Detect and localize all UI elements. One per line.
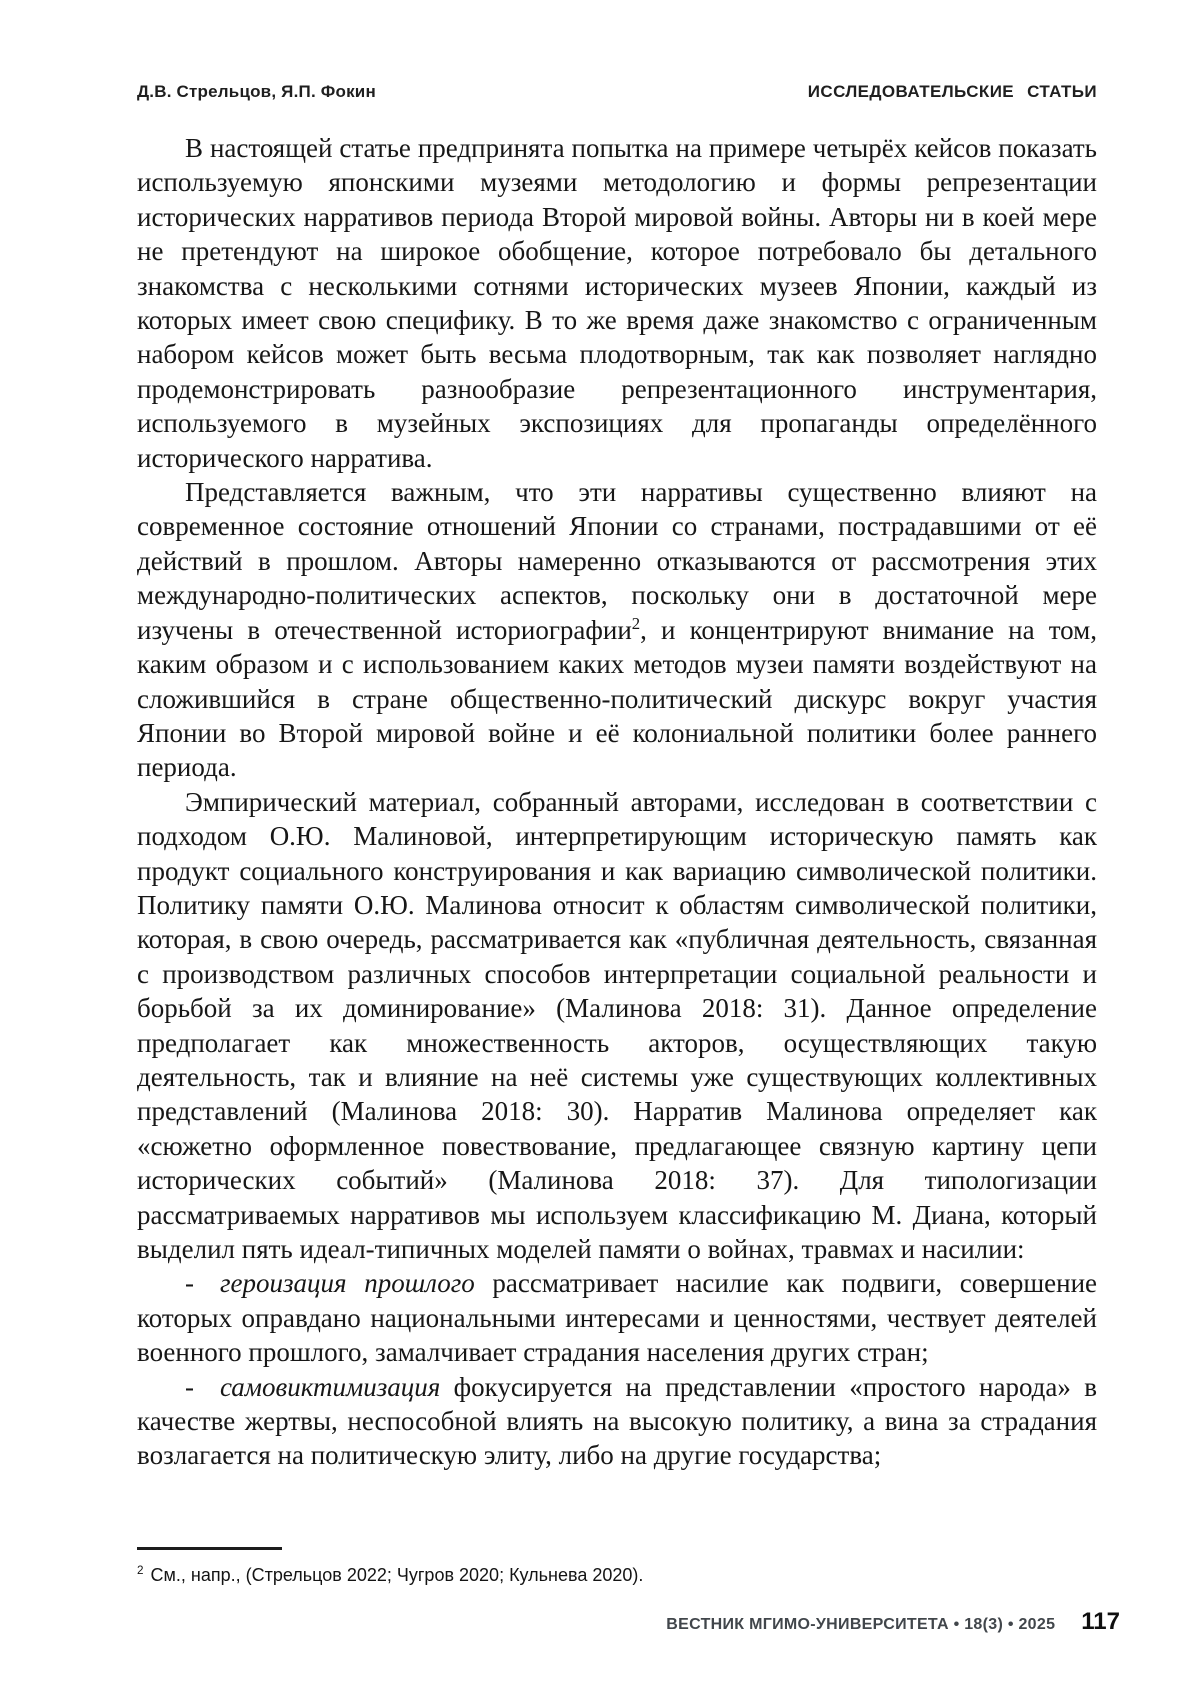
footnote-number: 2 (137, 1564, 144, 1577)
bullet-text: фокусируется на представлении «простого народа» в качестве жертвы, неспособной влиять на высокую политику, а вина за страдания возлагается на политическую элиту, либо на другие государства; (137, 1371, 1097, 1471)
footnote-divider (137, 1547, 282, 1550)
running-head (137, 82, 1097, 102)
article-body (137, 131, 1097, 1473)
running-head-section: ИССЛЕДОВАТЕЛЬСКИЕ СТАТЬИ (807, 82, 1097, 101)
paragraph-2-text: Представляется важным, что эти нарративы существенно влияют на современное состояние отношений Японии со странами, пострадавшими от её действий в прошлом. Авторы намеренно отказываются от рассмотрения этих международно-политических аспектов, поскольку они в достаточной мере изучены в отечественной историографии (137, 477, 1097, 645)
bullet-dash: - (185, 1268, 194, 1299)
bullet-text: рассматривает насилие как подвиги, совершение которых оправдано национальными интересами и ценностями, чествует деятелей военного прошлого, замалчивает страдания населения других стран; (137, 1268, 1097, 1368)
list-item-heroization (137, 1266, 1097, 1369)
footnote-reference-marker: 2 (631, 613, 641, 633)
bullet-term-italic: героизация прошлого (220, 1268, 475, 1299)
running-head-authors: Д.В. Стрельцов, Я.П. Фокин (137, 82, 376, 101)
paragraph-3: Эмпирический материал, собранный авторами, исследован в соответствии с подходом О.Ю. Малиновой, интерпретирующим историческую память как продукт социального конструирования и как вариацию символической политики. Политику памяти О.Ю. Малинова относит к областям символической политики, которая, в свою очередь, рассматривается как «публичная деятельность, связанная с производством различных способов интерпретации социальной реальности и борьбой за их доминирование» (Малинова 2018: 31). Данное определение предполагает как множественность акторов, осуществляющих такую деятельность, так и влияние на неё системы уже существующих коллективных представлений (Малинова 2018: 30). Нарратив Малинова определяет как «сюжетно оформленное повествование, предлагающее связную картину цепи исторических событий» (Малинова 2018: 37). Для типологизации рассматриваемых нарративов мы используем классификацию М. Диана, который выделил пять идеал-типичных моделей памяти о войнах, травмах и насилии: (137, 786, 1097, 1264)
footnote (137, 1564, 1097, 1586)
bullet-dash: - (185, 1371, 194, 1402)
list-item-self-victimization (137, 1370, 1097, 1473)
paragraph-2-continuation: , и концентрируют внимание на том, каким образом и с использованием каких методов музеи памяти воздействуют на сложившийся в стране общественно-политический дискурс вокруг участия Японии во Второй мировой войне и её колониальной политики более раннего периода. (137, 614, 1098, 783)
journal-title-line: ВЕСТНИК МГИМО-УНИВЕРСИТЕТА • 18(3) • 2025 (666, 1616, 1056, 1633)
bullet-term-italic: самовиктимизация (220, 1371, 441, 1402)
paragraph-1: В настоящей статье предпринята попытка на примере четырёх кейсов показать используемую японскими музеями методологию и формы репрезентации исторических нарративов периода Второй мировой войны. Авторы ни в коей мере не претендуют на широкое обобщение, которое потребовало бы детального знакомства с несколькими сотнями исторических музеев Японии, каждый из которых имеет свою специфику. В то же время даже знакомство с ограниченным набором кейсов может быть весьма плодотворным, так как позволяет наглядно продемонстрировать разнообразие репрезентационного инструментария, используемого в музейных экспозициях для пропаганды определённого исторического нарратива. (137, 133, 1097, 473)
page-footer (666, 1608, 1120, 1636)
paragraph-2 (137, 475, 1097, 785)
page-number: 117 (1081, 1608, 1120, 1635)
footnote-text: См., напр., (Стрельцов 2022; Чугров 2020; Кульнева 2020). (150, 1565, 644, 1585)
